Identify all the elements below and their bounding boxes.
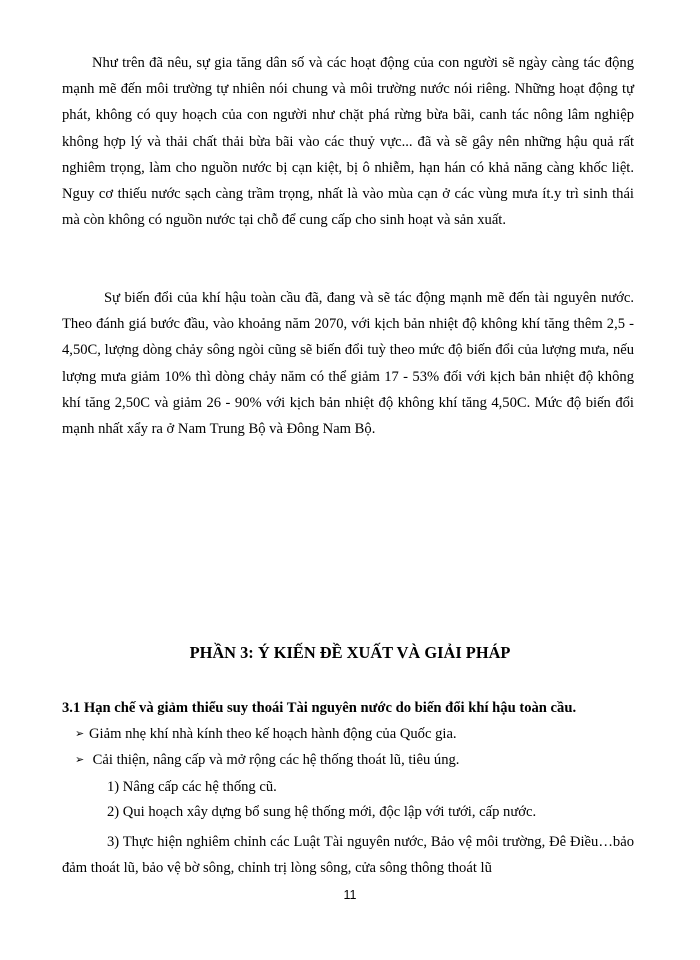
numbered-item-2: 2) Qui hoạch xây dựng bổ sung hệ thống mới, độc lập với tưới, cấp nước. bbox=[107, 804, 537, 820]
numbered-item-1: 1) Nâng cấp các hệ thống cũ. bbox=[107, 779, 277, 795]
body-paragraph-2: Sự biến đổi của khí hậu toàn cầu đã, đang và sẽ tác động mạnh mẽ đến tài nguyên nước. Theo đánh giá bước đầu, vào khoảng năm 2070, với kịch bản nhiệt độ không khí tăng thêm 2,5 - 4,50C, lượng dòng chảy sông ngòi cũng sẽ biến đổi tuỳ theo mức độ biến đổi của lượng mưa, nếu lượng mưa giảm 10% thì dòng chảy năm có thể giảm 17 - 53% đối với kịch bản nhiệt độ không khí tăng 2,50C và giảm 26 - 90% với kịch bản nhiệt độ không khí tăng 4,50C. Mức độ biến đổi mạnh nhất xẩy ra ở Nam Trung Bộ và Đông Nam Bộ. bbox=[62, 290, 634, 438]
bullet-item-2 bbox=[75, 752, 635, 769]
arrow-bullet-icon: ➢ bbox=[75, 728, 85, 740]
bullet-item-1 bbox=[75, 726, 635, 743]
page-number: 11 bbox=[343, 888, 357, 902]
numbered-item-3: 3) Thực hiện nghiêm chỉnh các Luật Tài nguyên nước, Bảo vệ môi trường, Đê Điều…bảo đảm thoát lũ, bảo vệ bờ sông, chỉnh trị lòng sông, cửa sông thông thoát lũ bbox=[62, 834, 634, 877]
bullet-item-2-text: Cải thiện, nâng cấp và mở rộng các hệ thống thoát lũ, tiêu úng. bbox=[92, 752, 460, 768]
arrow-bullet-icon: ➢ bbox=[75, 754, 85, 766]
section-heading: PHẦN 3: Ý KIẾN ĐỀ XUẤT VÀ GIẢI PHÁP bbox=[189, 643, 511, 662]
subsection-heading: 3.1 Hạn chế và giảm thiểu suy thoái Tài nguyên nước do biến đổi khí hậu toàn cầu. bbox=[62, 700, 577, 716]
bullet-item-1-text: Giảm nhẹ khí nhà kính theo kế hoạch hành động của Quốc gia. bbox=[89, 726, 457, 742]
body-paragraph-1: Như trên đã nêu, sự gia tăng dân số và các hoạt động của con người sẽ ngày càng tác động mạnh mẽ đến môi trường tự nhiên nói chung và môi trường nước nói riêng. Những hoạt động tự phát, không có quy hoạch của con người như chặt phá rừng bừa bãi, canh tác nông lâm nghiệp không hợp lý và thải chất thải bừa bãi vào các thuỷ vực... đã và sẽ gây nên những hậu quả rất nghiêm trọng, làm cho nguồn nước bị cạn kiệt, bị ô nhiễm, hạn hán có khả năng càng khốc liệt. Nguy cơ thiếu nước sạch càng trầm trọng, nhất là vào mùa cạn ở các vùng mưa ít.y trì sinh thái mà còn không có nguồn nước tại chỗ để cung cấp cho sinh hoạt và sản xuất. bbox=[62, 55, 634, 229]
